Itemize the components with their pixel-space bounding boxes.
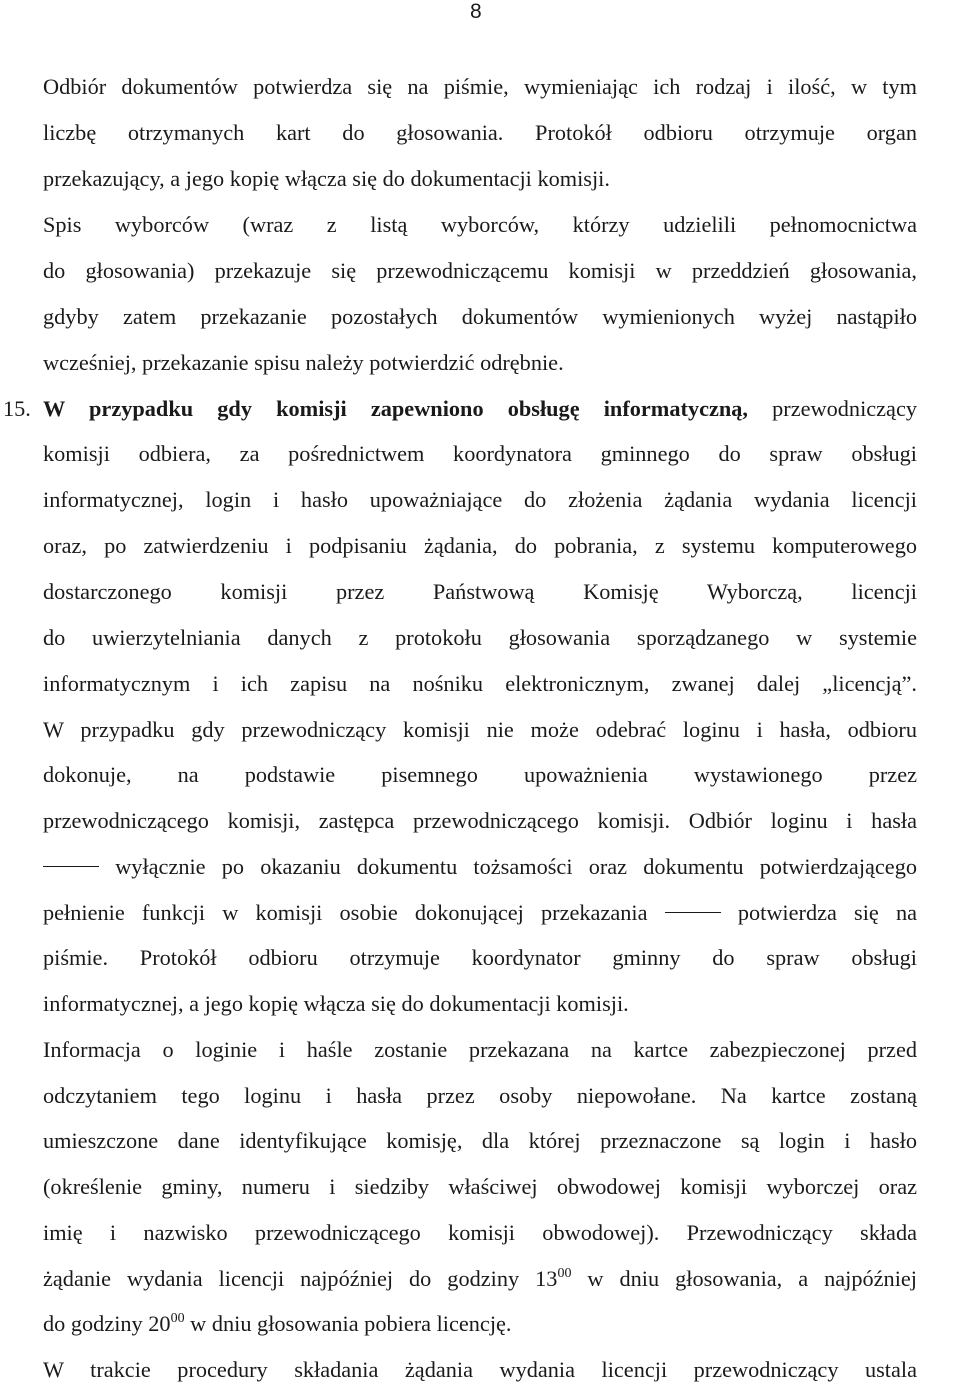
text-line: Informacja o loginie i haśle zostanie przekazana na kartce zabezpieczonej przed <box>43 1037 917 1062</box>
item-15-first-line <box>3 396 917 422</box>
text-line: W przypadku gdy przewodniczący komisji nie może odebrać loginu i hasła, odbioru <box>43 717 917 742</box>
text-span: w dniu głosowania pobiera licencję. <box>184 1311 512 1336</box>
text-line: (określenie gminy, numeru i siedziby właściwej obwodowej komisji wyborczej oraz <box>43 1174 917 1199</box>
text-line: oraz, po zatwierdzeniu i podpisaniu żądania, do pobrania, z systemu komputerowego <box>43 533 917 558</box>
text-line: piśmie. Protokół odbioru otrzymuje koordynator gminny do spraw obsługi <box>43 945 917 970</box>
text-line: dostarczonego komisji przez Państwową Komisję Wyborczą, licencji <box>43 579 917 604</box>
text-line: informatycznej, a jego kopię włącza się do dokumentacji komisji. <box>43 991 629 1016</box>
text-line <box>43 1311 917 1337</box>
text-span: do godziny 20 <box>43 1311 171 1336</box>
text-span: w dniu głosowania, a najpóźniej <box>571 1266 917 1291</box>
page-number: 8 <box>470 0 482 23</box>
text-span: pełnienie funkcji w komisji osobie dokonującej przekazania <box>43 900 648 925</box>
text-span: wyłącznie po okazaniu dokumentu tożsamości oraz dokumentu potwierdzającego <box>115 854 917 879</box>
text-span: przewodniczący <box>748 396 917 421</box>
text-span: żądanie wydania licencji najpóźniej do godziny 13 <box>43 1266 558 1291</box>
item-number: 15. <box>3 396 31 421</box>
text-line: przewodniczącego komisji, zastępca przewodniczącego komisji. Odbiór loginu i hasła <box>43 808 917 833</box>
text-line: umieszczone dane identyfikujące komisję, dla której przeznaczone są login i hasło <box>43 1128 917 1153</box>
text-line: komisji odbiera, za pośrednictwem koordynatora gminnego do spraw obsługi <box>43 441 917 466</box>
em-dash-rule <box>665 912 721 913</box>
text-line: odczytaniem tego loginu i hasła przez osoby niepowołane. Na kartce zostaną <box>43 1083 917 1108</box>
text-line: W trakcie procedury składania żądania wydania licencji przewodniczący ustala <box>43 1357 917 1382</box>
text-line <box>43 854 917 880</box>
text-line: liczbę otrzymanych kart do głosowania. Protokół odbioru otrzymuje organ <box>43 120 917 145</box>
text-line: imię i nazwisko przewodniczącego komisji obwodowej). Przewodniczący składa <box>43 1220 917 1245</box>
text-line: dokonuje, na podstawie pisemnego upoważnienia wystawionego przez <box>43 762 917 787</box>
text-span: potwierdza się na <box>737 900 918 925</box>
superscript: 00 <box>170 1311 185 1326</box>
text-line <box>43 1266 917 1292</box>
superscript: 00 <box>557 1266 572 1281</box>
text-line: Spis wyborców (wraz z listą wyborców, którzy udzielili pełnomocnictwa <box>43 212 917 237</box>
text-line: do głosowania) przekazuje się przewodniczącemu komisji w przeddzień głosowania, <box>43 258 917 283</box>
text-line: przekazujący, a jego kopię włącza się do dokumentacji komisji. <box>43 166 610 191</box>
text-line: informatycznej, login i hasło upoważniające do złożenia żądania wydania licencji <box>43 487 917 512</box>
text-line: informatycznym i ich zapisu na nośniku elektronicznym, zwanej dalej „licencją”. <box>43 671 917 696</box>
text-line: do uwierzytelniania danych z protokołu głosowania sporządzanego w systemie <box>43 625 917 650</box>
text-line: Odbiór dokumentów potwierdza się na piśmie, wymieniając ich rodzaj i ilość, w tym <box>43 74 917 99</box>
text-line: gdyby zatem przekazanie pozostałych dokumentów wymienionych wyżej nastąpiło <box>43 304 917 329</box>
text-line <box>43 900 917 926</box>
text-line: wcześniej, przekazanie spisu należy potwierdzić odrębnie. <box>43 350 564 375</box>
item-bold-lead: W przypadku gdy komisji zapewniono obsługę informatyczną, <box>43 396 749 421</box>
em-dash-rule <box>43 866 99 867</box>
